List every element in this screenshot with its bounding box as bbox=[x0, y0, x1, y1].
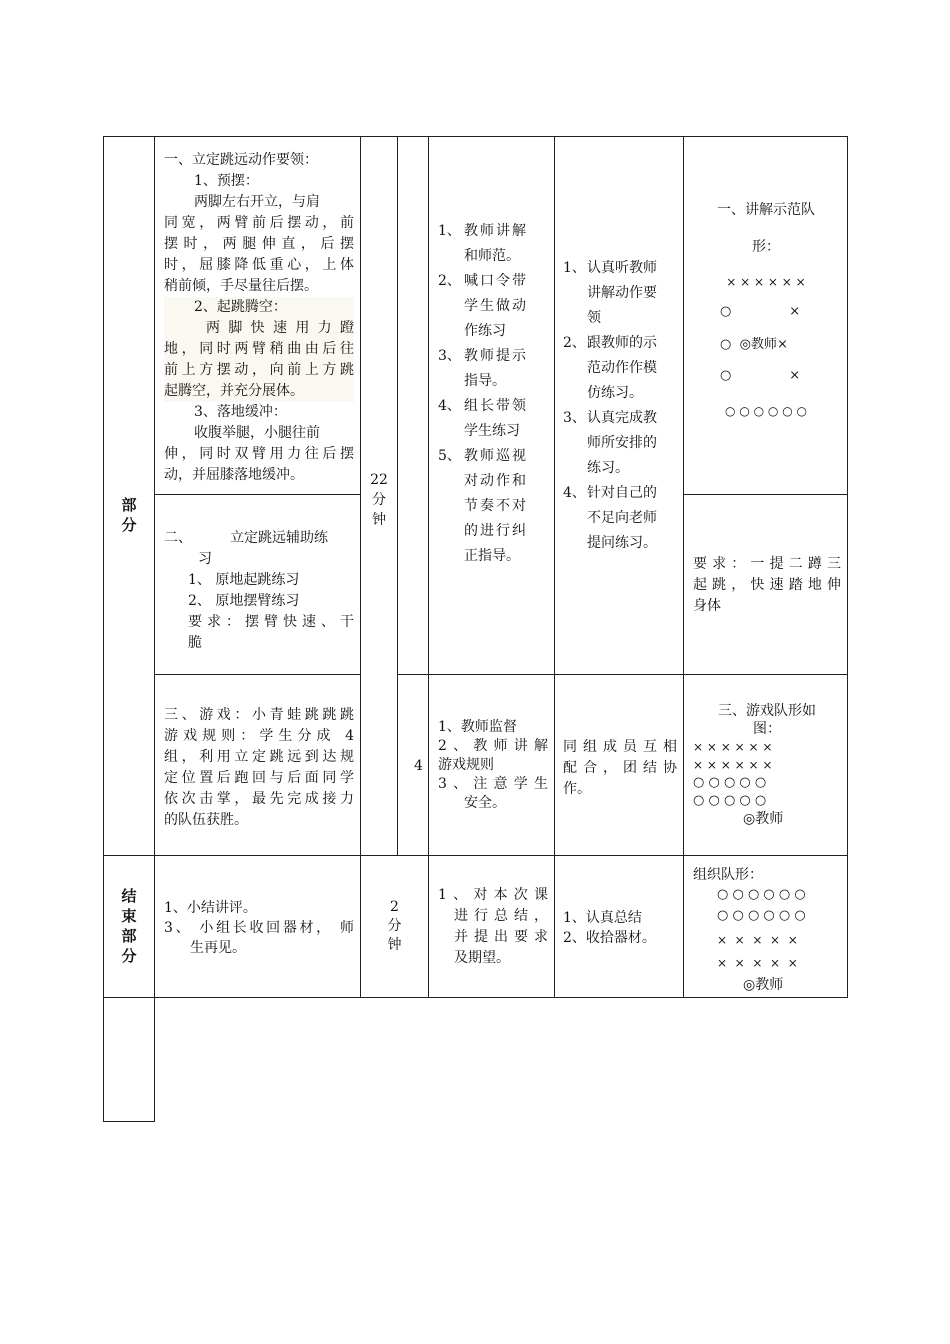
block1-sub2: 2、起跳腾空： bbox=[194, 299, 287, 315]
closing-formation bbox=[693, 864, 843, 996]
block1-title: 一、立定跳远动作要领： bbox=[164, 152, 318, 168]
closing-content: 1、小结讲评。 3、 小组长收回器材， 师 生再见。 bbox=[164, 900, 354, 956]
row-divider-2 bbox=[154, 674, 361, 675]
teacher-activity-2: 1、教师监督 2、教师讲解 游戏规则 3、注意学生 安全。 bbox=[438, 719, 548, 811]
content-block-1: 一、立定跳远动作要领： 1、预摆： 两脚左右开立，与肩 同宽，两臂前后摆动，前 摆时，两腿伸直，后摆 时，屈膝降低重心，上体 稍前倾，手尽量往后摆。 2、起跳腾空： 两脚快速用力蹬 地，同时两臂稍曲由后往 前上方摆动，向前上方跳 起腾空，并充分展体。 3、落地缓冲： 收腹举腿，小腿往前 伸，同时双臂用力往后摆 动，并屈膝落地缓冲。 bbox=[164, 152, 354, 483]
teacher-marker: ◎教师 bbox=[743, 811, 784, 827]
org3-title: 三、游戏队形如 bbox=[718, 703, 816, 719]
closing-student: 1、认真总结 2、收拾器材。 bbox=[563, 910, 656, 946]
closing-teacher: 1、对本次课 进行总结， 并提出要求 及期望。 bbox=[438, 887, 548, 966]
teacher-activity-1: 1、 教师讲解 和师范。 2、 喊口令带 学生做动 作练习 3、 教师提示 指导。 4、 组长带领 学生练习 5、 教师巡视 对动作和 节奏不对 的进行纠 正指导。 bbox=[438, 223, 528, 564]
formation-row: ○ × bbox=[720, 304, 801, 319]
formation-row: × × × × × bbox=[717, 933, 798, 947]
formation-row: ○ ○ ○ ○ ○ bbox=[693, 775, 767, 790]
formation-row: ○ ○ ○ ○ ○ bbox=[693, 793, 767, 808]
org-formation-3: 三、游戏队形如 图： × × × × × × × × × × × × ○ ○ ○ ○ ○ ○ ○ ○ ○ ○ ◎教师 bbox=[693, 702, 841, 828]
col-line-0 bbox=[103, 136, 104, 1122]
col-line-6 bbox=[683, 136, 684, 998]
org1-title: 一、讲解示范队 bbox=[717, 202, 815, 218]
content-block-3: 三、游戏：小青蛙跳跳跳 游戏规则：学生分成 4 组，利用立定跳远到达规 定位置后跑回与后面同学 依次击掌，最先完成接力 的队伍获胜。 bbox=[164, 707, 354, 828]
section1-label: 部 分 bbox=[121, 496, 137, 534]
student-activity-1: 1、认真听教师 讲解动作要 领 2、跟教师的示 范动作作模 仿练习。 3、认真完成教 师所安排的 练习。 4、针对自己的 不足向老师 提问练习。 bbox=[563, 260, 657, 551]
col-line-7 bbox=[847, 136, 848, 998]
block1-highlight: 2、起跳腾空： 两脚快速用力蹬 地，同时两臂稍曲由后往 前上方摆动，向前上方跳 起腾空，并充分展体。 bbox=[164, 297, 354, 402]
section2-bottom bbox=[103, 997, 848, 998]
col-line-4 bbox=[428, 136, 429, 998]
formation-row: ○ ○ ○ ○ ○ ○ bbox=[717, 908, 806, 923]
block1-sub1: 1、预摆： bbox=[194, 173, 259, 189]
col-line-3 bbox=[397, 136, 398, 856]
time-cell-1: 22 分 钟 bbox=[370, 472, 388, 528]
block1-sub3: 3、落地缓冲： bbox=[194, 404, 287, 420]
section-divider bbox=[103, 855, 848, 856]
closing-time: 2 分 钟 bbox=[387, 899, 402, 953]
formation-row: × × × × × × bbox=[693, 740, 773, 754]
formation-row: × × × × × × bbox=[726, 275, 806, 289]
formation-row: ○ ○ ○ ○ ○ ○ bbox=[717, 887, 806, 902]
student-activity-2: 同组成员互相 配合，团结协 作。 bbox=[563, 739, 677, 797]
closing-org-title: 组织队形： bbox=[693, 867, 763, 883]
content-block-2: 二、 立定跳远辅助练 习 1、 原地起跳练习 2、 原地摆臂练习 要求：摆臂快速、干 脆 bbox=[164, 530, 354, 651]
formation-row: × × × × × × bbox=[693, 758, 773, 772]
time-cell-2: 4 bbox=[414, 758, 423, 774]
org-requirement: 要求：一提二蹲三 起跳，快速踏地伸 身体 bbox=[693, 556, 841, 614]
formation-row: ○ × bbox=[720, 368, 801, 383]
teacher-marker: ◎教师 bbox=[743, 977, 784, 993]
formation-row: × × × × × bbox=[717, 956, 798, 970]
col-line-2 bbox=[360, 136, 361, 998]
section2-label: 结 束 部 分 bbox=[121, 887, 137, 965]
row-divider-1b bbox=[684, 494, 848, 495]
row-divider-1 bbox=[154, 494, 361, 495]
col-line-1 bbox=[154, 136, 155, 1122]
table-bottom-border bbox=[103, 1121, 155, 1122]
org-formation-1: 一、讲解示范队 形： × × × × × × ○ × ○ ◎教师× ○ × ○ ○ ○ ○ ○ ○ bbox=[690, 200, 842, 422]
block2-title: 二、 立定跳远辅助练 bbox=[164, 530, 328, 546]
row-divider-2b bbox=[397, 674, 848, 675]
formation-row: ○ ○ ○ ○ ○ ○ bbox=[725, 404, 807, 418]
col-line-5 bbox=[554, 136, 555, 998]
formation-row: ○ ◎教师× bbox=[720, 337, 788, 352]
table-top-border bbox=[103, 136, 848, 137]
